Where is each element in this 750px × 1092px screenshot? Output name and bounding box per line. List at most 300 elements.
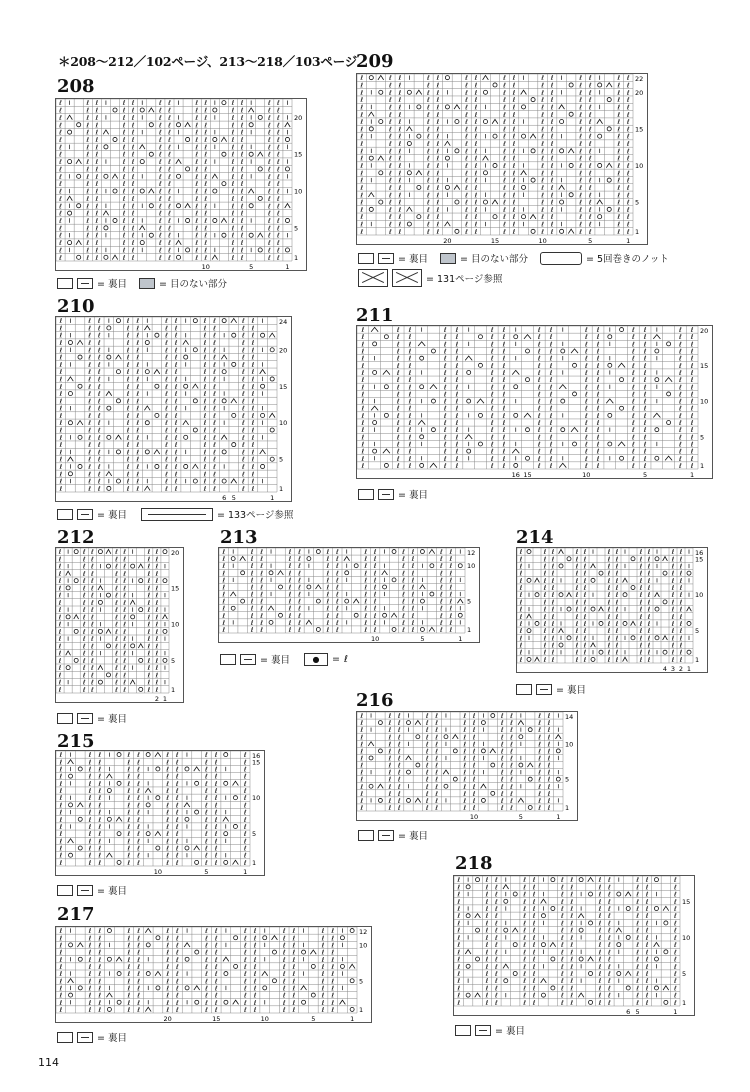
twisted-stitch-mark: ℓ — [560, 905, 564, 913]
twisted-stitch-mark: ℓ — [503, 183, 506, 192]
twisted-stitch-mark: ℓ — [267, 231, 271, 240]
twisted-stitch-mark: ℓ — [388, 147, 392, 156]
twisted-stitch-mark: ℓ — [260, 548, 263, 557]
twisted-stitch-mark: ℓ — [538, 720, 541, 728]
twisted-stitch-mark: ℓ — [137, 955, 140, 964]
twisted-stitch-mark: ℓ — [398, 81, 402, 90]
twisted-stitch-mark: ℓ — [474, 96, 478, 105]
yarn-over-mark — [222, 152, 226, 156]
twisted-stitch-mark: ℓ — [277, 150, 280, 159]
twisted-stitch-mark: ℓ — [436, 169, 440, 178]
decrease-mark — [481, 784, 487, 788]
twisted-stitch-mark: ℓ — [242, 375, 245, 384]
decrease-mark — [430, 385, 437, 389]
decrease-mark — [103, 211, 108, 215]
twisted-stitch-mark: ℓ — [98, 779, 101, 788]
twisted-stitch-mark: ℓ — [457, 933, 461, 942]
twisted-stitch-mark: ℓ — [88, 477, 91, 486]
twisted-stitch-mark: ℓ — [679, 354, 682, 363]
decrease-mark — [106, 549, 111, 553]
twisted-stitch-mark: ℓ — [626, 147, 630, 156]
twisted-stitch-mark: ℓ — [360, 790, 364, 798]
twisted-stitch-mark: ℓ — [615, 598, 619, 607]
twisted-stitch-mark: ℓ — [560, 897, 564, 906]
twisted-stitch-mark: ℓ — [298, 618, 301, 627]
twisted-stitch-mark: ℓ — [679, 333, 682, 342]
purl-symbol-icon — [77, 885, 93, 896]
twisted-stitch-mark: ℓ — [131, 99, 135, 108]
twisted-stitch-mark: ℓ — [326, 583, 330, 592]
chart-209 — [356, 73, 648, 245]
twisted-stitch-mark: ℓ — [97, 462, 101, 471]
twisted-stitch-mark: ℓ — [82, 606, 86, 615]
twisted-stitch-mark: ℓ — [115, 635, 118, 644]
twisted-stitch-mark: ℓ — [127, 955, 131, 964]
twisted-stitch-mark: ℓ — [673, 933, 677, 942]
yarn-over-mark — [384, 413, 388, 417]
twisted-stitch-mark: ℓ — [436, 118, 440, 127]
twisted-stitch-mark: ℓ — [123, 569, 126, 578]
twisted-stitch-mark: ℓ — [490, 390, 494, 399]
twisted-stitch-mark: ℓ — [532, 933, 536, 942]
twisted-stitch-mark: ℓ — [137, 1005, 140, 1014]
twisted-stitch-mark: ℓ — [165, 375, 168, 384]
twisted-stitch-mark: ℓ — [95, 202, 99, 211]
twisted-stitch-mark: ℓ — [541, 74, 544, 83]
twisted-stitch-mark: ℓ — [115, 555, 118, 564]
twisted-stitch-mark: ℓ — [425, 783, 429, 791]
yarn-over-mark — [140, 189, 144, 193]
twisted-stitch-mark: ℓ — [240, 165, 244, 174]
twisted-stitch-mark: ℓ — [321, 991, 325, 1000]
twisted-stitch-mark: ℓ — [443, 419, 447, 428]
twisted-stitch-mark: ℓ — [175, 794, 179, 803]
twisted-stitch-mark: ℓ — [59, 794, 63, 803]
twisted-stitch-mark: ℓ — [253, 962, 257, 971]
twisted-stitch-mark: ℓ — [411, 590, 415, 599]
yarn-over-mark — [626, 906, 630, 910]
twisted-stitch-mark: ℓ — [204, 136, 208, 144]
twisted-stitch-mark: ℓ — [231, 121, 235, 130]
twisted-stitch-mark: ℓ — [543, 605, 547, 614]
twisted-stitch-mark: ℓ — [523, 984, 526, 993]
twisted-stitch-mark: ℓ — [596, 390, 600, 399]
twisted-stitch-mark: ℓ — [364, 618, 367, 627]
twisted-stitch-mark: ℓ — [90, 548, 94, 557]
twisted-stitch-mark: ℓ — [166, 998, 169, 1007]
twisted-stitch-mark: ℓ — [326, 604, 330, 613]
twisted-stitch-mark: ℓ — [643, 361, 647, 370]
twisted-stitch-mark: ℓ — [244, 998, 247, 1007]
twisted-stitch-mark: ℓ — [512, 154, 516, 163]
row-number: 1 — [635, 227, 640, 236]
yarn-over-mark — [654, 986, 658, 990]
twisted-stitch-mark: ℓ — [472, 762, 476, 770]
twisted-stitch-mark: ℓ — [59, 390, 63, 399]
yarn-over-mark — [458, 564, 462, 568]
twisted-stitch-mark: ℓ — [176, 955, 179, 964]
twisted-stitch-mark: ℓ — [86, 187, 90, 196]
decrease-mark — [406, 756, 412, 760]
twisted-stitch-mark: ℓ — [617, 110, 621, 119]
yarn-over-mark — [416, 735, 420, 739]
twisted-stitch-mark: ℓ — [131, 121, 135, 130]
yarn-over-mark — [340, 936, 344, 940]
twisted-stitch-mark: ℓ — [396, 404, 400, 413]
twisted-stitch-mark: ℓ — [277, 172, 280, 181]
twisted-stitch-mark: ℓ — [115, 606, 118, 615]
blank-square-icon — [516, 684, 532, 695]
twisted-stitch-mark: ℓ — [267, 246, 271, 255]
yarn-over-mark — [74, 550, 78, 554]
twisted-stitch-mark: ℓ — [222, 618, 226, 627]
twisted-stitch-mark: ℓ — [679, 548, 683, 557]
twisted-stitch-mark: ℓ — [455, 340, 459, 349]
chart-210 — [55, 316, 292, 502]
twisted-stitch-mark: ℓ — [607, 619, 611, 628]
twisted-stitch-mark: ℓ — [58, 685, 62, 694]
twisted-stitch-mark: ℓ — [474, 88, 478, 97]
twisted-stitch-mark: ℓ — [292, 984, 296, 993]
twisted-stitch-mark: ℓ — [396, 433, 400, 442]
twisted-stitch-mark: ℓ — [560, 984, 564, 993]
twisted-stitch-mark: ℓ — [213, 331, 216, 340]
twisted-stitch-mark: ℓ — [59, 194, 62, 203]
twisted-stitch-mark: ℓ — [88, 808, 92, 817]
yarn-over-mark — [98, 600, 102, 604]
decrease-mark — [457, 599, 463, 603]
twisted-stitch-mark: ℓ — [679, 383, 682, 392]
twisted-stitch-mark: ℓ — [643, 340, 647, 349]
twisted-stitch-mark: ℓ — [690, 461, 694, 470]
yarn-over-mark — [106, 673, 110, 677]
twisted-stitch-mark: ℓ — [579, 169, 583, 178]
twisted-stitch-mark: ℓ — [583, 591, 587, 600]
twisted-stitch-mark: ℓ — [598, 977, 602, 986]
twisted-stitch-mark: ℓ — [643, 333, 647, 342]
twisted-stitch-mark: ℓ — [176, 1005, 179, 1014]
twisted-stitch-mark: ℓ — [550, 220, 554, 229]
twisted-stitch-mark: ℓ — [396, 383, 400, 392]
decrease-mark — [663, 986, 669, 990]
twisted-stitch-mark: ℓ — [588, 198, 592, 207]
yarn-over-mark — [567, 607, 571, 611]
twisted-stitch-mark: ℓ — [331, 998, 335, 1007]
twisted-stitch-mark: ℓ — [174, 441, 178, 450]
twisted-stitch-mark: ℓ — [240, 158, 244, 167]
twisted-stitch-mark: ℓ — [523, 977, 526, 986]
twisted-stitch-mark: ℓ — [90, 656, 94, 665]
chart-grid — [56, 751, 264, 875]
yarn-over-mark — [373, 370, 377, 374]
twisted-stitch-mark: ℓ — [615, 634, 619, 643]
yarn-over-mark — [107, 789, 111, 793]
twisted-stitch-mark: ℓ — [214, 941, 218, 950]
yarn-over-mark — [195, 950, 199, 954]
twisted-stitch-mark: ℓ — [123, 562, 126, 571]
twisted-stitch-mark: ℓ — [131, 150, 135, 159]
twisted-stitch-mark: ℓ — [126, 382, 130, 391]
twisted-stitch-mark: ℓ — [636, 890, 639, 899]
twisted-stitch-mark: ℓ — [679, 619, 683, 628]
twisted-stitch-mark: ℓ — [570, 955, 574, 964]
twisted-stitch-mark: ℓ — [127, 984, 131, 993]
decrease-mark — [106, 629, 111, 633]
twisted-stitch-mark: ℓ — [361, 447, 365, 456]
twisted-stitch-mark: ℓ — [397, 790, 401, 798]
yarn-over-mark — [664, 1000, 668, 1004]
twisted-stitch-mark: ℓ — [615, 627, 619, 636]
chart-grid — [454, 876, 694, 1015]
twisted-stitch-mark: ℓ — [671, 627, 675, 636]
twisted-stitch-mark: ℓ — [626, 183, 630, 192]
yarn-over-mark — [535, 593, 539, 597]
twisted-stitch-mark: ℓ — [127, 801, 131, 810]
twisted-stitch-mark: ℓ — [115, 649, 118, 658]
twisted-stitch-mark: ℓ — [608, 883, 611, 892]
twisted-stitch-mark: ℓ — [560, 919, 564, 928]
twisted-stitch-mark: ℓ — [195, 165, 199, 174]
twisted-stitch-mark: ℓ — [617, 125, 621, 134]
row-number: 15 — [252, 758, 261, 767]
twisted-stitch-mark: ℓ — [631, 461, 635, 470]
twisted-stitch-mark: ℓ — [260, 562, 263, 571]
twisted-stitch-mark: ℓ — [636, 912, 639, 921]
twisted-stitch-mark: ℓ — [95, 106, 99, 115]
yarn-over-mark — [420, 356, 424, 360]
twisted-stitch-mark: ℓ — [626, 74, 630, 83]
twisted-stitch-mark: ℓ — [549, 426, 553, 435]
twisted-stitch-mark: ℓ — [222, 583, 226, 592]
twisted-stitch-mark: ℓ — [115, 569, 118, 578]
blank-square-icon — [220, 654, 236, 665]
twisted-stitch-mark: ℓ — [547, 713, 551, 721]
twisted-stitch-mark: ℓ — [537, 326, 541, 335]
twisted-stitch-mark: ℓ — [679, 368, 682, 377]
twisted-stitch-mark: ℓ — [115, 685, 118, 694]
twisted-stitch-mark: ℓ — [584, 426, 588, 435]
yarn-over-mark — [493, 215, 497, 219]
twisted-stitch-mark: ℓ — [673, 905, 677, 913]
twisted-stitch-mark: ℓ — [449, 597, 453, 606]
twisted-stitch-mark: ℓ — [523, 955, 526, 964]
twisted-stitch-mark: ℓ — [127, 1005, 131, 1014]
twisted-stitch-mark: ℓ — [679, 433, 682, 442]
twisted-stitch-mark: ℓ — [455, 333, 459, 342]
yarn-over-mark — [117, 832, 121, 836]
yarn-over-mark — [98, 629, 102, 633]
twisted-stitch-mark: ℓ — [360, 96, 364, 105]
twisted-stitch-mark: ℓ — [59, 253, 62, 262]
yarn-over-mark — [78, 355, 82, 359]
twisted-stitch-mark: ℓ — [398, 125, 402, 134]
twisted-stitch-mark: ℓ — [137, 758, 140, 767]
twisted-stitch-mark: ℓ — [126, 448, 130, 457]
twisted-stitch-mark: ℓ — [388, 734, 392, 742]
twisted-stitch-mark: ℓ — [131, 217, 135, 225]
twisted-stitch-mark: ℓ — [551, 634, 555, 643]
twisted-stitch-mark: ℓ — [175, 787, 179, 796]
yarn-over-mark — [514, 385, 518, 389]
twisted-stitch-mark: ℓ — [242, 477, 245, 486]
twisted-stitch-mark: ℓ — [639, 576, 643, 585]
twisted-stitch-mark: ℓ — [607, 605, 611, 614]
yarn-over-mark — [384, 385, 388, 389]
twisted-stitch-mark: ℓ — [155, 555, 159, 564]
twisted-stitch-mark: ℓ — [435, 762, 438, 770]
twisted-stitch-mark: ℓ — [335, 618, 339, 627]
twisted-stitch-mark: ℓ — [425, 727, 429, 735]
yarn-over-mark — [98, 550, 102, 554]
twisted-stitch-mark: ℓ — [331, 991, 335, 1000]
decrease-mark — [378, 156, 384, 160]
twisted-stitch-mark: ℓ — [115, 678, 118, 687]
yarn-over-mark — [345, 599, 349, 603]
row-number: 10 — [294, 187, 303, 196]
twisted-stitch-mark: ℓ — [598, 933, 602, 942]
yarn-over-mark — [68, 241, 72, 245]
twisted-stitch-mark: ℓ — [549, 440, 553, 449]
yarn-over-mark — [579, 928, 583, 932]
twisted-stitch-mark: ℓ — [465, 96, 468, 105]
yarn-over-mark — [444, 735, 448, 739]
twisted-stitch-mark: ℓ — [203, 390, 207, 399]
twisted-stitch-mark: ℓ — [543, 612, 547, 621]
twisted-stitch-mark: ℓ — [253, 1005, 257, 1014]
decrease-mark — [406, 207, 412, 211]
twisted-stitch-mark: ℓ — [500, 762, 504, 770]
twisted-stitch-mark: ℓ — [321, 977, 325, 986]
decrease-mark — [625, 892, 631, 896]
twisted-stitch-mark: ℓ — [174, 448, 178, 457]
twisted-stitch-mark: ℓ — [231, 253, 235, 262]
yarn-over-mark — [466, 993, 470, 997]
twisted-stitch-mark: ℓ — [645, 926, 649, 935]
twisted-stitch-mark: ℓ — [136, 324, 140, 333]
yarn-over-mark — [531, 98, 535, 102]
twisted-stitch-mark: ℓ — [503, 125, 506, 134]
twisted-stitch-mark: ℓ — [463, 769, 467, 777]
twisted-stitch-mark: ℓ — [584, 454, 588, 463]
twisted-stitch-mark: ℓ — [436, 227, 440, 236]
decrease-mark — [623, 578, 628, 582]
yarn-over-mark — [591, 657, 595, 661]
column-number: 1 — [162, 695, 168, 702]
twisted-stitch-mark: ℓ — [242, 360, 245, 369]
twisted-stitch-mark: ℓ — [472, 776, 476, 784]
decrease-mark — [597, 119, 603, 123]
twisted-stitch-mark: ℓ — [397, 748, 401, 756]
twisted-stitch-mark: ℓ — [537, 347, 541, 356]
twisted-stitch-mark: ℓ — [88, 360, 91, 369]
twisted-stitch-mark: ℓ — [474, 147, 478, 156]
twisted-stitch-mark: ℓ — [166, 815, 169, 824]
twisted-stitch-mark: ℓ — [97, 317, 101, 326]
twisted-stitch-mark: ℓ — [242, 353, 245, 362]
twisted-stitch-mark: ℓ — [168, 224, 171, 233]
yarn-over-mark — [598, 134, 602, 138]
twisted-stitch-mark: ℓ — [222, 576, 226, 585]
twisted-stitch-mark: ℓ — [551, 576, 555, 585]
twisted-stitch-mark: ℓ — [472, 720, 476, 728]
yarn-over-mark — [163, 579, 167, 583]
twisted-stitch-mark: ℓ — [131, 106, 135, 115]
twisted-stitch-mark: ℓ — [435, 783, 438, 791]
yarn-over-mark — [139, 658, 143, 662]
twisted-stitch-mark: ℓ — [398, 88, 402, 97]
twisted-stitch-mark: ℓ — [59, 844, 63, 853]
row-number: 1 — [565, 803, 570, 812]
twisted-stitch-mark: ℓ — [408, 383, 412, 392]
twisted-stitch-mark: ℓ — [570, 941, 574, 950]
twisted-stitch-mark: ℓ — [204, 150, 208, 159]
twisted-stitch-mark: ℓ — [90, 598, 94, 607]
yarn-over-mark — [149, 152, 153, 156]
twisted-stitch-mark: ℓ — [626, 161, 630, 170]
twisted-stitch-mark: ℓ — [503, 74, 506, 83]
twisted-stitch-mark: ℓ — [166, 955, 169, 964]
yarn-over-mark — [258, 248, 262, 252]
twisted-stitch-mark: ℓ — [176, 977, 179, 986]
twisted-stitch-mark: ℓ — [204, 224, 208, 233]
twisted-stitch-mark: ℓ — [626, 140, 630, 149]
twisted-stitch-mark: ℓ — [243, 787, 247, 796]
yarn-over-mark — [193, 348, 197, 352]
twisted-stitch-mark: ℓ — [588, 118, 592, 127]
yarn-over-mark — [68, 392, 72, 396]
twisted-stitch-mark: ℓ — [90, 569, 94, 578]
twisted-stitch-mark: ℓ — [361, 454, 365, 463]
twisted-stitch-mark: ℓ — [388, 762, 392, 770]
twisted-stitch-mark: ℓ — [465, 191, 468, 200]
twisted-stitch-mark: ℓ — [168, 217, 171, 225]
twisted-stitch-mark: ℓ — [443, 454, 447, 463]
twisted-stitch-mark: ℓ — [136, 368, 140, 377]
twisted-stitch-mark: ℓ — [97, 375, 101, 384]
twisted-stitch-mark: ℓ — [253, 970, 257, 979]
yarn-over-mark — [663, 650, 667, 654]
yarn-over-mark — [379, 90, 383, 94]
twisted-stitch-mark: ℓ — [588, 96, 592, 105]
twisted-stitch-mark: ℓ — [82, 555, 86, 564]
twisted-stitch-mark: ℓ — [95, 165, 99, 174]
twisted-stitch-mark: ℓ — [360, 227, 364, 236]
decrease-mark — [231, 318, 237, 322]
twisted-stitch-mark: ℓ — [560, 890, 564, 899]
twisted-stitch-mark: ℓ — [360, 183, 364, 192]
twisted-stitch-mark: ℓ — [647, 612, 651, 621]
twisted-stitch-mark: ℓ — [474, 227, 478, 236]
twisted-stitch-mark: ℓ — [214, 955, 218, 964]
twisted-stitch-mark: ℓ — [360, 103, 364, 112]
twisted-stitch-mark: ℓ — [361, 333, 365, 342]
twisted-stitch-mark: ℓ — [364, 604, 367, 613]
yarn-over-mark — [78, 767, 82, 771]
yarn-over-mark — [104, 226, 108, 230]
twisted-stitch-mark: ℓ — [59, 172, 62, 181]
decrease-mark — [591, 564, 596, 568]
twisted-stitch-mark: ℓ — [425, 755, 429, 763]
decrease-mark — [420, 585, 426, 589]
twisted-stitch-mark: ℓ — [560, 998, 564, 1007]
twisted-stitch-mark: ℓ — [588, 103, 592, 112]
twisted-stitch-mark: ℓ — [443, 390, 447, 399]
twisted-stitch-mark: ℓ — [519, 648, 523, 657]
twisted-stitch-mark: ℓ — [175, 830, 179, 839]
twisted-stitch-mark: ℓ — [408, 376, 412, 385]
yarn-over-mark — [663, 600, 667, 604]
decrease-mark — [527, 614, 532, 618]
